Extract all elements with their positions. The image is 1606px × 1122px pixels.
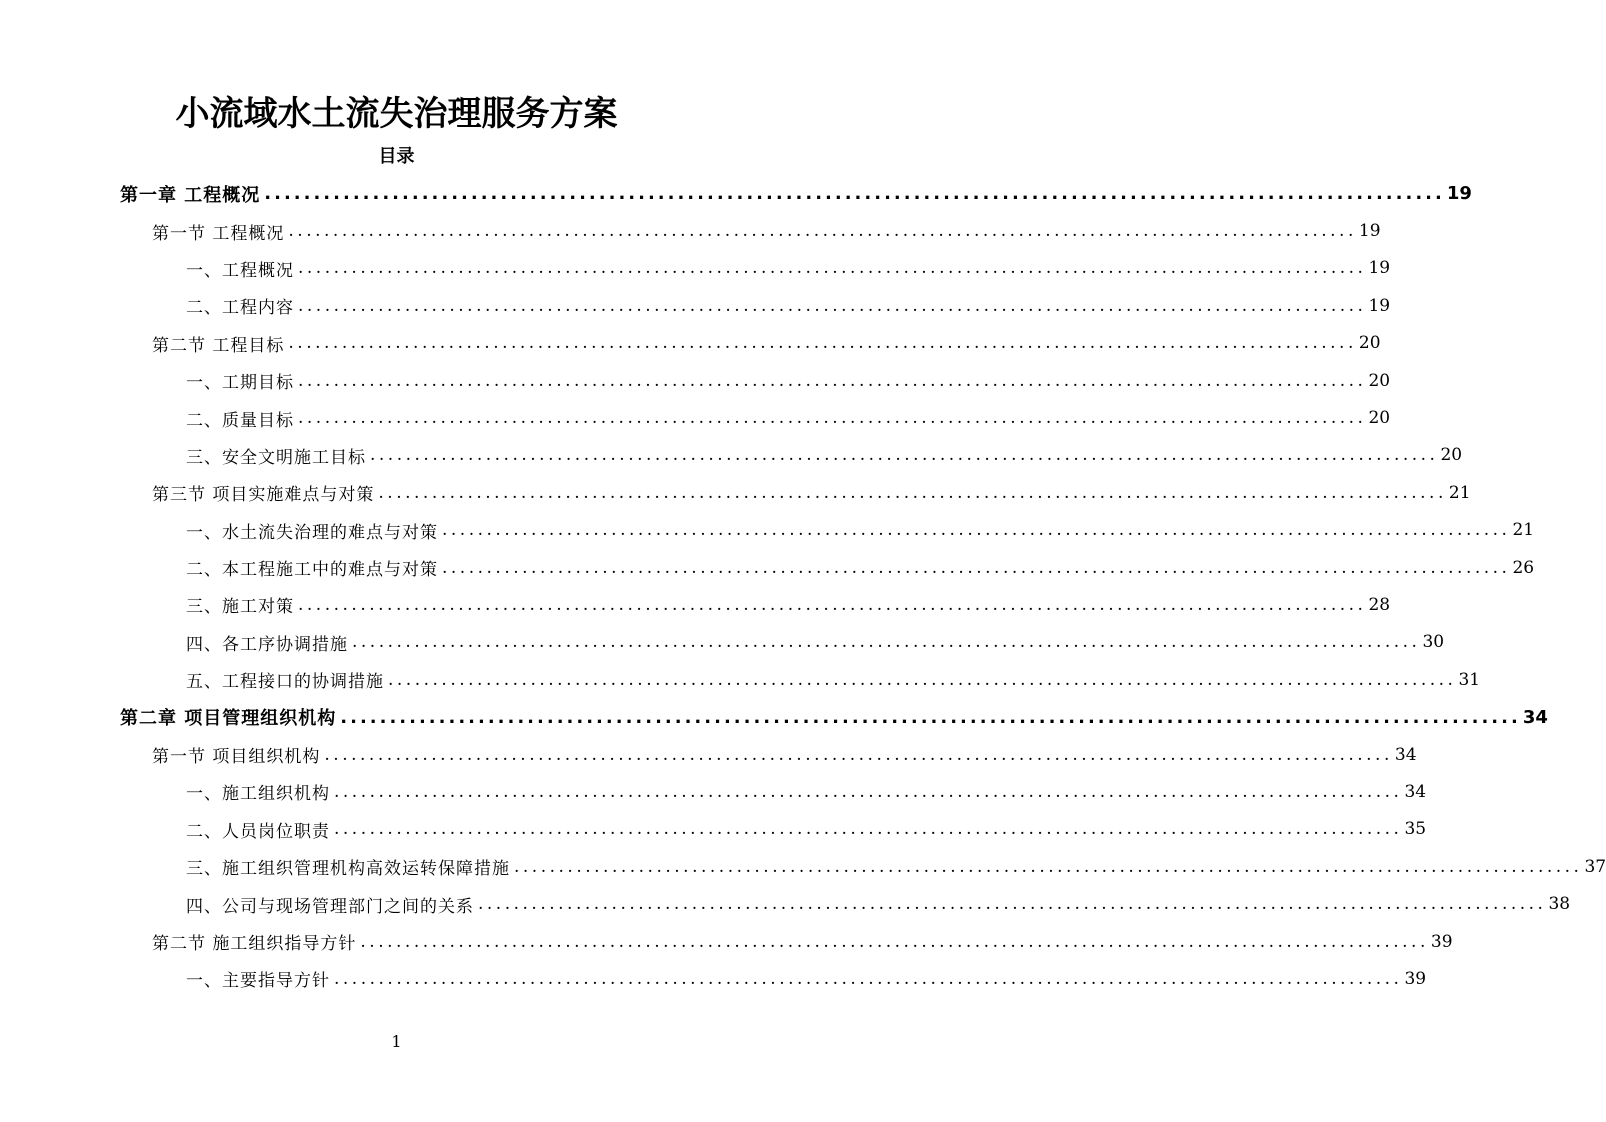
toc-entry[interactable] — [0, 549, 1535, 586]
dot-leader: ........................................................................................................................ — [324, 744, 1393, 765]
toc-entry-page: 21 — [1448, 482, 1471, 503]
toc-entry[interactable] — [0, 474, 1471, 511]
toc-entry-page: 20 — [1358, 333, 1381, 354]
toc-entry-label: 一、水土流失治理的难点与对策 — [186, 518, 442, 543]
toc-entry[interactable] — [0, 175, 1472, 212]
toc-entry-page: 30 — [1422, 632, 1445, 653]
toc-entry-page: 28 — [1368, 594, 1391, 615]
dot-leader: ........................................................................................................................ — [288, 333, 1357, 354]
toc-entry-page: 19 — [1368, 295, 1391, 316]
toc-entry[interactable] — [0, 811, 1427, 848]
dot-leader: ........................................................................................................................ — [352, 632, 1421, 653]
dot-leader: ........................................................................................................................ — [442, 520, 1511, 541]
toc-entry[interactable] — [0, 885, 1571, 922]
toc-entry[interactable] — [0, 698, 1548, 735]
toc-entry-page: 37 — [1584, 856, 1606, 877]
toc-entry[interactable] — [0, 960, 1427, 997]
dot-leader: ........................................................................................................................ — [334, 781, 1403, 802]
toc-entry-page: 34 — [1404, 781, 1427, 802]
toc-entry-label: 五、工程接口的协调措施 — [186, 667, 388, 692]
toc-entry-page: 34 — [1522, 706, 1548, 728]
toc-entry[interactable] — [0, 399, 1391, 436]
toc-entry-label: 第二节 工程目标 — [152, 331, 288, 356]
toc-entry[interactable] — [0, 512, 1535, 549]
toc-entry[interactable] — [0, 773, 1427, 810]
toc-entry-page: 34 — [1394, 744, 1417, 765]
dot-leader: ........................................................................................................................ — [360, 931, 1429, 952]
toc-entry-label: 一、主要指导方针 — [186, 966, 334, 991]
toc-heading: 目录 — [378, 146, 415, 167]
toc-entry-label: 三、施工组织管理机构高效运转保障措施 — [186, 854, 514, 879]
toc-entry[interactable] — [0, 362, 1391, 399]
toc-entry-label: 第一节 工程概况 — [152, 219, 288, 244]
toc-entry-label: 一、工期目标 — [186, 368, 298, 393]
toc-entry-label: 一、施工组织机构 — [186, 779, 334, 804]
toc-entry[interactable] — [0, 586, 1391, 623]
toc-entry-label: 第二节 施工组织指导方针 — [152, 929, 360, 954]
toc-entry-page: 26 — [1512, 557, 1535, 578]
dot-leader: ........................................................................................................................ — [370, 445, 1439, 466]
toc-entry-page: 20 — [1440, 445, 1463, 466]
toc-entry[interactable] — [0, 287, 1391, 324]
dot-leader: ........................................................................................................................ — [298, 258, 1367, 279]
dot-leader: ........................................................................................................................ — [298, 408, 1367, 429]
toc-entry-page: 20 — [1368, 370, 1391, 391]
toc-entry-page: 38 — [1548, 894, 1571, 915]
toc-entry[interactable] — [0, 923, 1453, 960]
toc-entry-page: 19 — [1446, 183, 1472, 205]
toc-entry[interactable] — [0, 250, 1391, 287]
dot-leader: ........................................................................................................................ — [478, 894, 1547, 915]
toc-entry-label: 第一节 项目组织机构 — [152, 742, 324, 767]
dot-leader: ........................................................................................................................ — [334, 819, 1403, 840]
dot-leader: ........................................................................................................................ — [442, 557, 1511, 578]
toc-entry-label: 四、公司与现场管理部门之间的关系 — [186, 892, 478, 917]
table-of-contents — [0, 175, 1606, 998]
document-title: 小流域水土流失治理服务方案 — [175, 94, 618, 134]
toc-entry-page: 39 — [1404, 968, 1427, 989]
toc-entry-page: 20 — [1368, 408, 1391, 429]
toc-entry-page: 39 — [1430, 931, 1453, 952]
dot-leader: ........................................................................................................................ — [334, 968, 1403, 989]
dot-leader: ........................................................................................................................ — [298, 370, 1367, 391]
toc-entry[interactable] — [0, 661, 1481, 698]
toc-entry-label: 三、安全文明施工目标 — [186, 443, 370, 468]
toc-entry-page: 31 — [1458, 669, 1481, 690]
toc-entry-page: 21 — [1512, 520, 1535, 541]
dot-leader: ........................................................................................................................ — [514, 856, 1583, 877]
toc-entry-label: 二、工程内容 — [186, 293, 298, 318]
toc-entry-label: 二、人员岗位职责 — [186, 817, 334, 842]
toc-entry-label: 二、本工程施工中的难点与对策 — [186, 555, 442, 580]
toc-entry[interactable] — [0, 437, 1463, 474]
toc-entry-page: 35 — [1404, 819, 1427, 840]
dot-leader: ........................................................................................................................ — [298, 295, 1367, 316]
toc-entry[interactable] — [0, 736, 1417, 773]
toc-entry-label: 第三节 项目实施难点与对策 — [152, 480, 378, 505]
dot-leader: ........................................................................................................................ — [388, 669, 1457, 690]
toc-entry-label: 一、工程概况 — [186, 256, 298, 281]
page-number: 1 — [391, 1032, 402, 1051]
toc-entry[interactable] — [0, 325, 1381, 362]
toc-entry-label: 二、质量目标 — [186, 406, 298, 431]
toc-entry-label: 第二章 项目管理组织机构 — [120, 704, 340, 730]
toc-entry-label: 三、施工对策 — [186, 592, 298, 617]
toc-entry[interactable] — [0, 848, 1606, 885]
dot-leader: ........................................................................................................................ — [378, 482, 1447, 503]
toc-entry[interactable] — [0, 624, 1445, 661]
toc-entry-label: 第一章 工程概况 — [120, 181, 264, 207]
toc-entry-page: 19 — [1368, 258, 1391, 279]
toc-entry[interactable] — [0, 212, 1381, 249]
dot-leader: ........................................................................................................................ — [288, 221, 1357, 242]
dot-leader: ........................................................................................................................ — [264, 183, 1445, 205]
toc-entry-page: 19 — [1358, 221, 1381, 242]
dot-leader: ........................................................................................................................ — [340, 706, 1521, 728]
toc-entry-label: 四、各工序协调措施 — [186, 630, 352, 655]
dot-leader: ........................................................................................................................ — [298, 594, 1367, 615]
